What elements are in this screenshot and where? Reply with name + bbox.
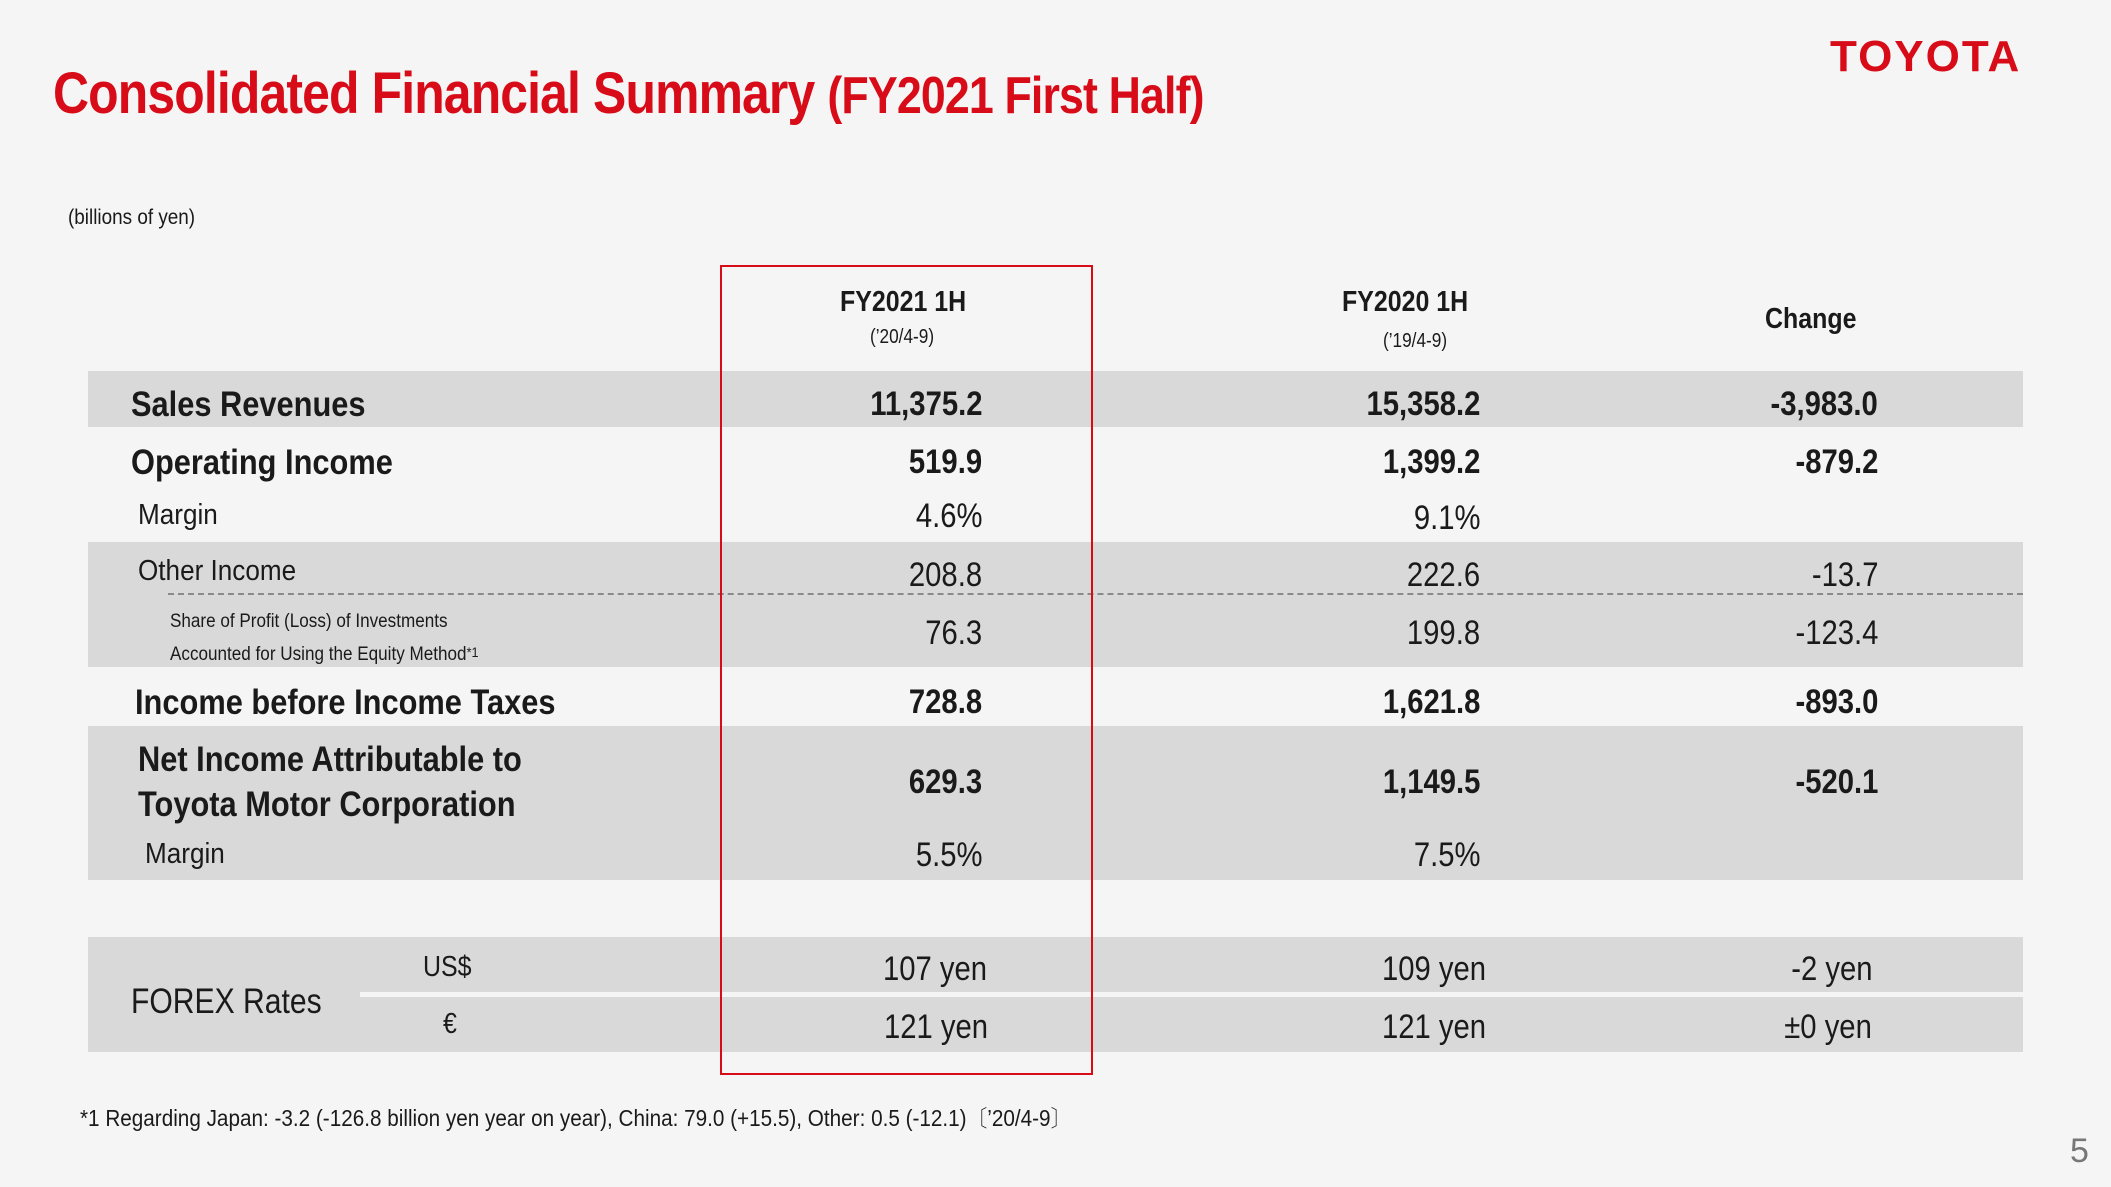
other-income-fy2021: 208.8 [908, 556, 982, 594]
net-income-fy2021: 629.3 [908, 763, 982, 801]
toyota-logo: TOYOTA [1830, 32, 2022, 81]
pretax-fy2021: 728.8 [908, 683, 982, 721]
label-eur: € [443, 1008, 457, 1040]
label-usd: US$ [423, 951, 472, 983]
label-operating-income: Operating Income [131, 443, 393, 482]
usd-fy2021: 107 yen [882, 950, 987, 988]
net-income-fy2020: 1,149.5 [1382, 763, 1480, 801]
label-equity-line1: Share of Profit (Loss) of Investments [170, 611, 448, 632]
sales-change: -3,983.0 [1770, 385, 1878, 423]
header-fy2021: FY2021 1H [840, 286, 967, 318]
footnote: *1 Regarding Japan: -3.2 (-126.8 billion yen year on year), China: 79.0 (+15.5), Other: 0.5 (-12.1)〔’20/4-9〕 [80, 1105, 1072, 1131]
operating-fy2021: 519.9 [908, 443, 982, 481]
sales-fy2021: 11,375.2 [869, 385, 982, 423]
label-operating-margin: Margin [138, 499, 218, 531]
title-sub: (FY2021 First Half) [827, 67, 1204, 125]
equity-fy2020: 199.8 [1406, 614, 1480, 652]
header-fy2020: FY2020 1H [1342, 286, 1469, 318]
label-sales-revenues: Sales Revenues [131, 385, 366, 424]
eur-fy2020: 121 yen [1381, 1008, 1486, 1046]
dashed-divider [168, 593, 2023, 595]
header-change: Change [1765, 303, 1857, 335]
eur-fy2021: 121 yen [883, 1008, 988, 1046]
label-net-margin: Margin [145, 838, 225, 870]
equity-fy2021: 76.3 [925, 614, 982, 652]
net-margin-fy2020: 7.5% [1413, 836, 1480, 874]
label-income-before-taxes: Income before Income Taxes [135, 683, 556, 722]
label-forex-rates: FOREX Rates [131, 982, 322, 1021]
page-title [53, 60, 1204, 127]
label-equity-line2-text: Accounted for Using the Equity Method [170, 644, 467, 665]
sales-fy2020: 15,358.2 [1366, 385, 1480, 423]
title-main: Consolidated Financial Summary [53, 61, 815, 126]
usd-fy2020: 109 yen [1381, 950, 1486, 988]
net-income-change: -520.1 [1795, 763, 1878, 801]
operating-fy2020: 1,399.2 [1382, 443, 1480, 481]
eur-change: ±0 yen [1784, 1008, 1872, 1046]
pretax-change: -893.0 [1795, 683, 1878, 721]
net-margin-fy2021: 5.5% [915, 836, 982, 874]
other-income-change: -13.7 [1811, 556, 1878, 594]
operating-margin-fy2021: 4.6% [915, 497, 982, 535]
other-income-fy2020: 222.6 [1406, 556, 1480, 594]
pretax-fy2020: 1,621.8 [1382, 683, 1480, 721]
label-other-income: Other Income [138, 555, 297, 587]
header-fy2020-period: (’19/4-9) [1383, 330, 1448, 352]
operating-change: -879.2 [1795, 443, 1878, 481]
operating-margin-fy2020: 9.1% [1413, 499, 1480, 537]
label-net-income-line2: Toyota Motor Corporation [138, 785, 516, 824]
label-equity-line2 [170, 645, 478, 664]
usd-change: -2 yen [1790, 950, 1872, 988]
label-net-income-line1: Net Income Attributable to [138, 740, 522, 779]
footnote-mark: *1 [466, 644, 479, 660]
header-fy2021-period: (’20/4-9) [870, 326, 935, 348]
units-note: (billions of yen) [68, 206, 196, 229]
page-number: 5 [2070, 1132, 2089, 1170]
forex-divider [360, 992, 2023, 997]
equity-change: -123.4 [1795, 614, 1878, 652]
